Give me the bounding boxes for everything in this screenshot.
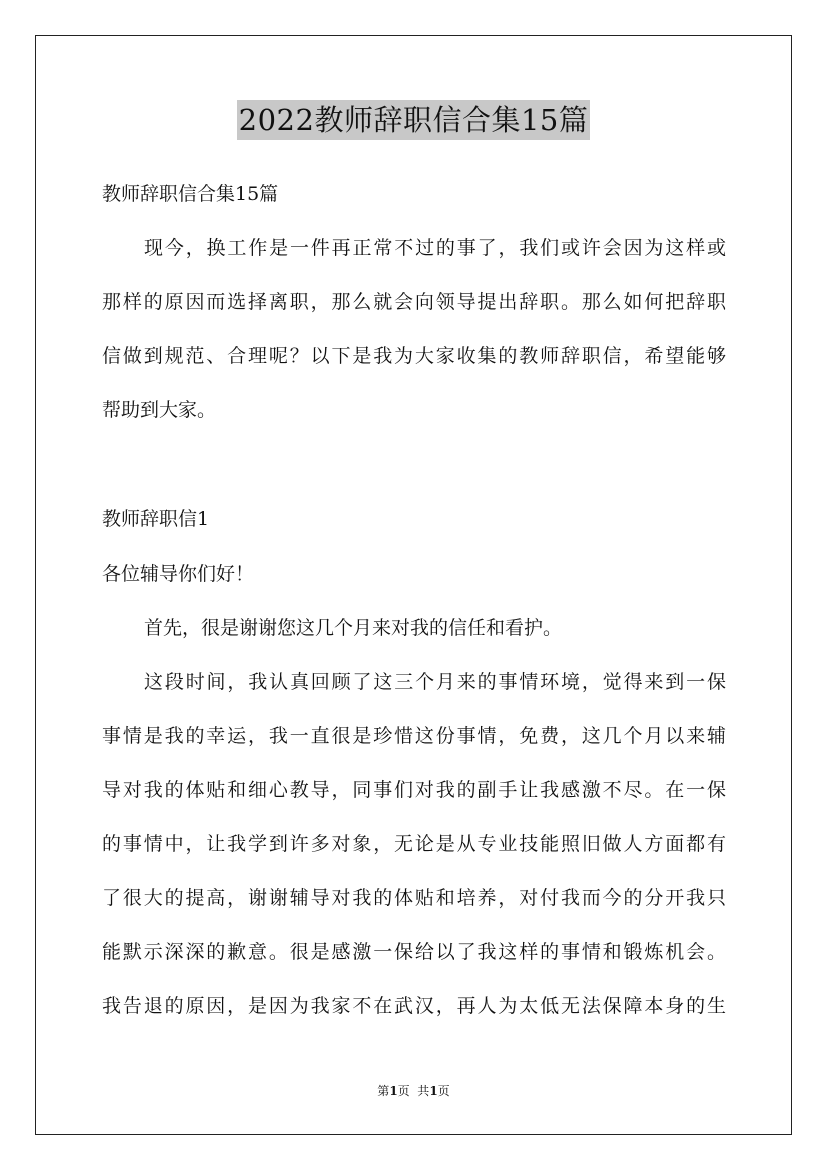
paragraph-line: 的事情中，让我学到许多对象，无论是从专业技能照旧做人方面都有 <box>102 833 726 855</box>
intro-line: 帮助到大家。 <box>102 399 217 421</box>
footer-current-page: 1 <box>389 1084 398 1098</box>
page-footer <box>0 1083 827 1099</box>
paragraph-line: 首先，很是谢谢您这几个月来对我的信任和看护。 <box>144 617 563 639</box>
document-subtitle: 教师辞职信合集15篇 <box>102 183 279 205</box>
footer-page-suffix: 页 <box>437 1084 450 1098</box>
letter-heading: 教师辞职信1 <box>102 508 210 530</box>
title-container <box>0 100 827 140</box>
paragraph-line: 导对我的体贴和细心教导，同事们对我的副手让我感激不尽。在一保 <box>102 779 726 801</box>
paragraph-line: 我告退的原因，是因为我家不在武汉，再人为太低无法保障本身的生 <box>102 995 726 1017</box>
intro-line: 那样的原因而选择离职，那么就会向领导提出辞职。那么如何把辞职 <box>102 291 726 313</box>
paragraph-line: 能默示深深的歉意。很是感激一保给以了我这样的事情和锻炼机会。 <box>102 941 726 963</box>
intro-line: 现今，换工作是一件再正常不过的事了，我们或许会因为这样或 <box>144 237 726 259</box>
paragraph-line: 这段时间，我认真回顾了这三个月来的事情环境，觉得来到一保 <box>144 671 726 693</box>
paragraph-line: 了很大的提高，谢谢辅导对我的体贴和培养，对付我而今的分开我只 <box>102 887 726 909</box>
intro-line: 信做到规范、合理呢？以下是我为大家收集的教师辞职信，希望能够 <box>102 345 726 367</box>
footer-page-mid: 页 共 <box>397 1084 430 1098</box>
document-title: 2022教师辞职信合集15篇 <box>237 100 591 140</box>
letter-greeting: 各位辅导你们好！ <box>102 563 255 585</box>
footer-total-pages: 1 <box>429 1084 438 1098</box>
paragraph-line: 事情是我的幸运，我一直很是珍惜这份事情，免费，这几个月以来辅 <box>102 725 726 747</box>
footer-page-prefix: 第 <box>377 1084 390 1098</box>
